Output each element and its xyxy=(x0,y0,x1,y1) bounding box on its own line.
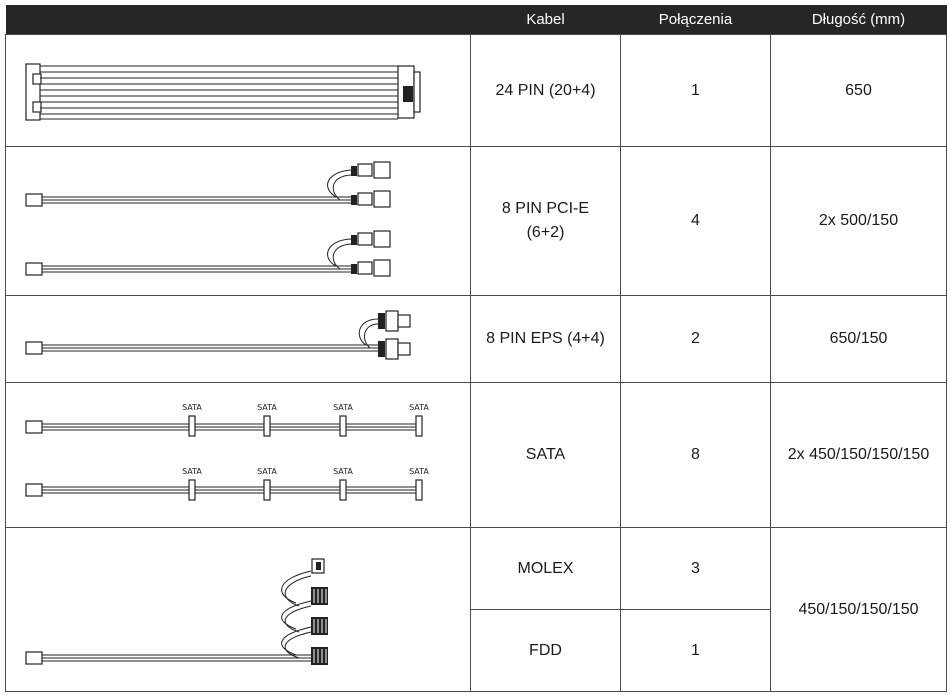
sata-label: SATA xyxy=(409,466,429,476)
cable-length: 450/150/150/150 xyxy=(771,528,947,692)
sata-label: SATA xyxy=(257,466,277,476)
header-row xyxy=(6,5,947,35)
cable-length: 2x 450/150/150/150 xyxy=(771,383,947,528)
cable-name xyxy=(471,147,621,296)
cable-eps-diagram xyxy=(6,296,471,383)
header-image xyxy=(6,5,471,35)
table-row xyxy=(6,383,947,528)
cable-length: 650/150 xyxy=(771,296,947,383)
cable-pcie-diagram xyxy=(6,147,471,296)
header-connections: Połączenia xyxy=(621,5,771,35)
cable-name: MOLEX xyxy=(471,528,621,610)
cable-sata-diagram xyxy=(6,383,471,528)
sata-label: SATA xyxy=(409,402,429,412)
cable-length: 650 xyxy=(771,35,947,147)
connections-count: 4 xyxy=(621,147,771,296)
sata-label: SATA xyxy=(257,402,277,412)
connections-count: 8 xyxy=(621,383,771,528)
table-row xyxy=(6,147,947,296)
connections-count: 1 xyxy=(621,35,771,147)
cable-name-line2: (6+2) xyxy=(526,224,565,241)
sata-label: SATA xyxy=(333,466,353,476)
sata-label: SATA xyxy=(333,402,353,412)
cable-spec-table xyxy=(5,5,947,692)
table-row xyxy=(6,296,947,383)
cable-name: SATA xyxy=(471,383,621,528)
sata-label: SATA xyxy=(182,466,202,476)
table-row xyxy=(6,528,947,610)
connections-count: 1 xyxy=(621,610,771,692)
sata-label: SATA xyxy=(182,402,202,412)
cable-24pin-diagram xyxy=(6,35,471,147)
header-cable: Kabel xyxy=(471,5,621,35)
cable-name-line1: 8 PIN PCI-E xyxy=(501,200,590,217)
cable-name: FDD xyxy=(471,610,621,692)
cable-molex-fdd-diagram xyxy=(6,528,471,692)
header-length: Długość (mm) xyxy=(771,5,947,35)
connections-count: 3 xyxy=(621,528,771,610)
cable-length: 2x 500/150 xyxy=(771,147,947,296)
table-row xyxy=(6,35,947,147)
connections-count: 2 xyxy=(621,296,771,383)
cable-name: 24 PIN (20+4) xyxy=(471,35,621,147)
cable-name: 8 PIN EPS (4+4) xyxy=(471,296,621,383)
